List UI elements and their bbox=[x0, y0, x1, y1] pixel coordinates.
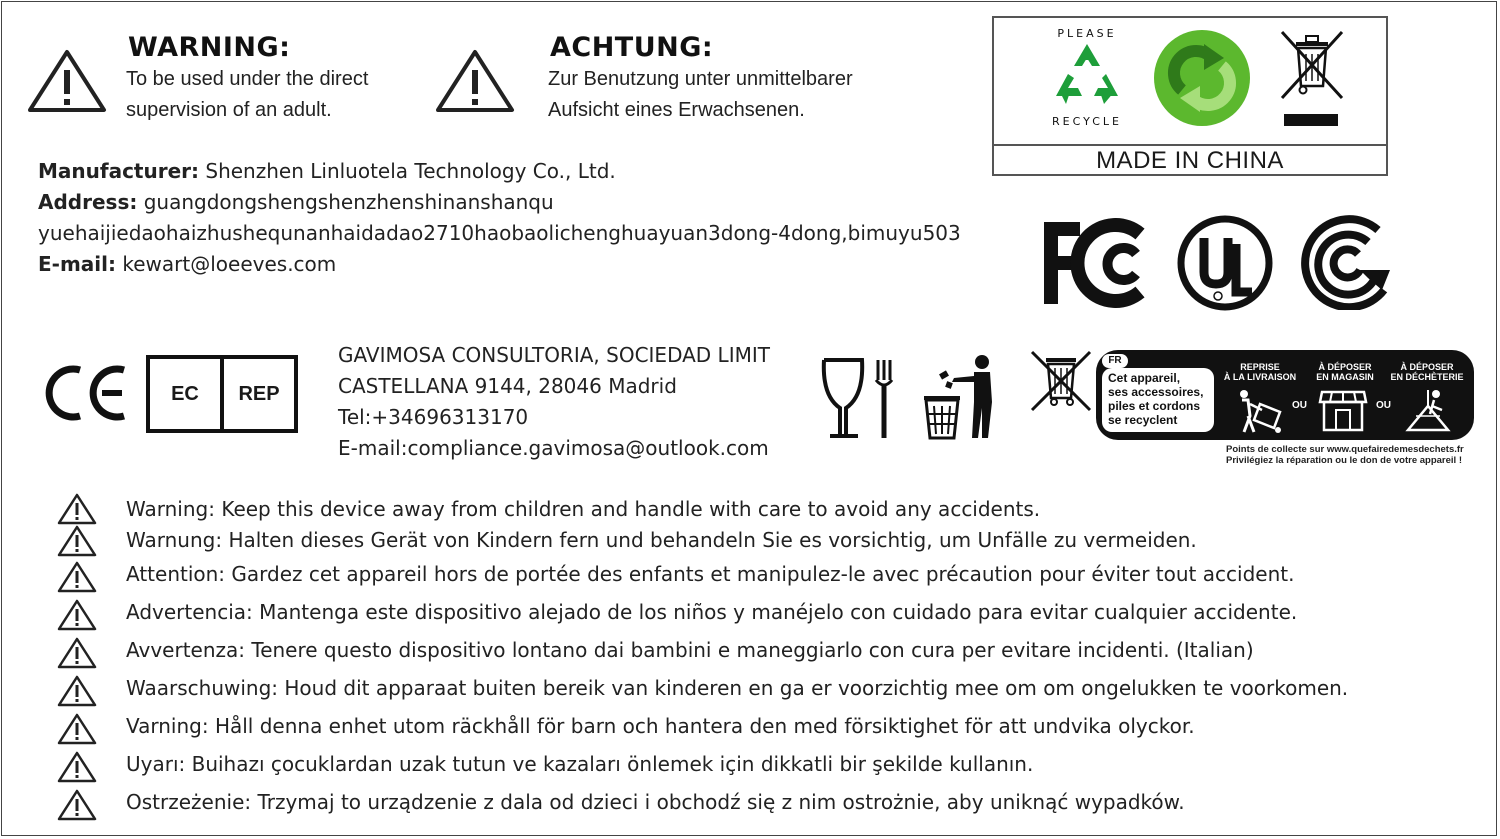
warning-text-fr: Attention: Gardez cet appareil hors de portée des enfants et manipulez-le avec précaution pour éviter tout accident. bbox=[126, 562, 1295, 586]
triman-footer: Points de collecte sur www.quefairedemesdechets.fr Privilégiez la réparation ou le don de votre appareil ! bbox=[1226, 444, 1464, 466]
warning-triangle-icon bbox=[56, 788, 98, 822]
rep-label: REP bbox=[238, 382, 280, 405]
recycling-center-icon bbox=[1402, 386, 1454, 438]
svg-text:RECYCLE: RECYCLE bbox=[1052, 115, 1122, 128]
warning-triangle-icon bbox=[56, 598, 98, 632]
triman-option-delivery: REPRISE À LA LIVRAISON bbox=[1223, 362, 1297, 382]
store-icon bbox=[1318, 386, 1368, 438]
warning-triangle-icon bbox=[56, 674, 98, 708]
ce-mark-icon bbox=[44, 364, 128, 426]
warning-text: To be used under the direct supervision of an adult. bbox=[126, 68, 369, 121]
warning-triangle-icon bbox=[434, 48, 516, 114]
triman-main-text: Cet appareil, ses accessoires, piles et cordons se recyclent bbox=[1102, 368, 1214, 432]
warning-triangle-icon bbox=[26, 48, 108, 114]
warning-triangle-icon bbox=[56, 636, 98, 670]
fcc-icon bbox=[1040, 218, 1154, 312]
warning-triangle-icon bbox=[56, 492, 98, 526]
or-text: OU bbox=[1292, 400, 1307, 411]
warning-text-sv: Varning: Håll denna enhet utom räckhåll för barn och hantera den med försiktighet för att undvika olyckor. bbox=[126, 714, 1195, 738]
warning-triangle-icon bbox=[56, 712, 98, 746]
ec-rep-mark bbox=[146, 355, 298, 433]
warning-triangle-icon bbox=[56, 560, 98, 594]
eu-representative-info: GAVIMOSA CONSULTORIA, SOCIEDAD LIMIT CASTELLANA 9144, 28046 Madrid Tel:+34696313170 E-mail:compliance.gavimosa@outlook.com bbox=[338, 343, 770, 460]
triman-option-dump: À DÉPOSER EN DÉCHÈTERIE bbox=[1390, 362, 1464, 382]
warning-text-es: Advertencia: Mantenga este dispositivo alejado de los niños y manéjelo con cuidado para evitar cualquier accidente. bbox=[126, 600, 1298, 624]
warning-triangle-icon bbox=[56, 750, 98, 784]
please-recycle-icon bbox=[1034, 22, 1140, 132]
warning-text-pl: Ostrzeżenie: Trzymaj to urządzenie z dala od dzieci i obchodź się z nim ostrożnie, aby uniknąć wypadków. bbox=[126, 790, 1185, 814]
crossed-bin-icon bbox=[1028, 350, 1094, 418]
achtung-text: Zur Benutzung unter unmittelbarer Aufsicht eines Erwachsenen. bbox=[548, 68, 853, 121]
warning-text-en: Warning: Keep this device away from children and handle with care to avoid any accidents. bbox=[126, 497, 1041, 521]
warning-text-nl: Waarschuwing: Houd dit apparaat buiten bereik van kinderen en ga er voorzichtig mee om om ongelukken te voorkomen. bbox=[126, 676, 1349, 700]
warning-title: WARNING: bbox=[128, 32, 291, 63]
svg-text:PLEASE: PLEASE bbox=[1057, 27, 1117, 40]
delivery-person-icon bbox=[1232, 388, 1288, 438]
achtung-title: ACHTUNG: bbox=[550, 32, 714, 63]
warning-triangle-icon bbox=[56, 524, 98, 558]
made-in-china: MADE IN CHINA bbox=[1096, 147, 1284, 174]
triman-label bbox=[1096, 350, 1474, 440]
ec-label: EC bbox=[171, 382, 199, 405]
triman-option-store: À DÉPOSER EN MAGASIN bbox=[1316, 362, 1374, 382]
or-text: OU bbox=[1376, 400, 1391, 411]
green-dot-icon bbox=[1152, 28, 1252, 132]
country-badge: FR bbox=[1102, 354, 1128, 368]
manufacturer-info: Manufacturer: Shenzhen Linluotela Technology Co., Ltd. Address: guangdongshengshenzhenshinanshanqu yuehaijiedaohaizhushequnanhaidadao2710haobaolichenghuayuan3dong-4dong,bimuyu503 E-mail: kewart@loeeves.com bbox=[38, 159, 961, 276]
tidy-man-icon bbox=[918, 352, 1002, 444]
ccc-icon bbox=[1298, 212, 1394, 314]
warning-text-de: Warnung: Halten dieses Gerät von Kindern fern und behandeln Sie es vorsichtig, um Unfälle zu vermeiden. bbox=[126, 528, 1197, 552]
warning-text-it: Avvertenza: Tenere questo dispositivo lontano dai bambini e maneggiarlo con cura per evitare incidenti. (Italian) bbox=[126, 638, 1254, 662]
crossed-bin-icon bbox=[1278, 26, 1346, 134]
ul-icon bbox=[1176, 214, 1274, 316]
food-safe-icon bbox=[818, 356, 898, 446]
warning-text-tr: Uyarı: Buihazı çocuklardan uzak tutun ve kazaları önlemek için dikkatli bir şekilde kullanın. bbox=[126, 752, 1034, 776]
